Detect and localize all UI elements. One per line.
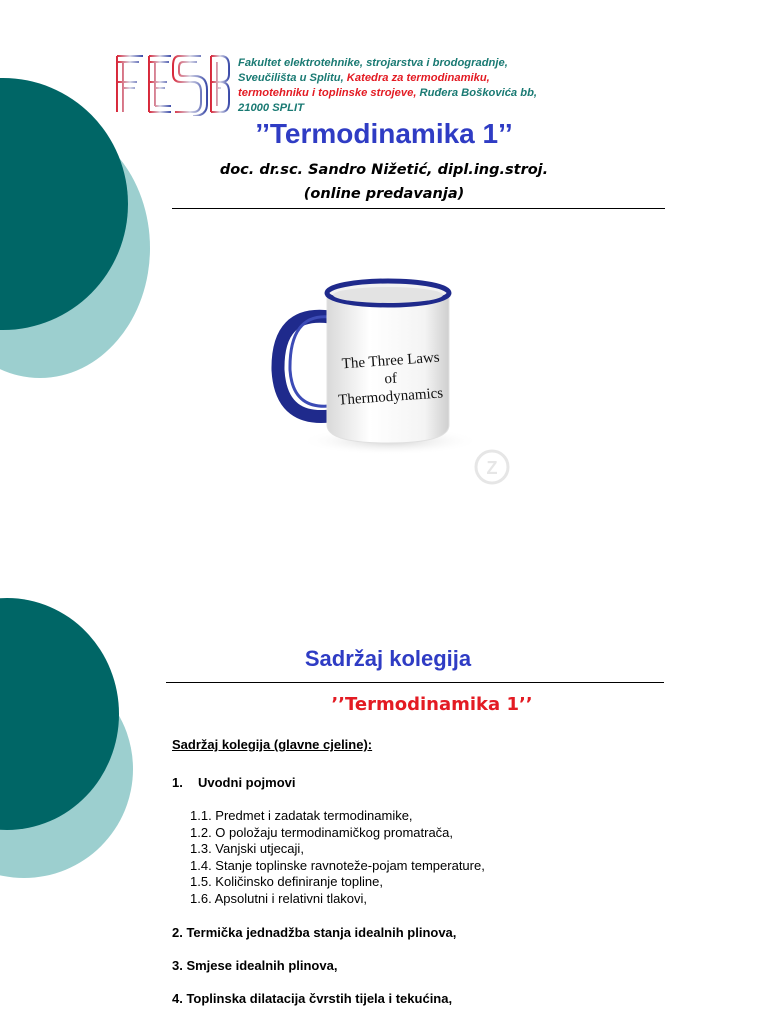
section-4: 4. Toplinska dilatacija čvrstih tijela i tekućina, (172, 990, 453, 1006)
section-2: 2. Termička jednadžba stanja idealnih plinova, (172, 924, 457, 940)
course-contents (172, 737, 732, 1007)
section-3: 3. Smjese idealnih plinova, (172, 957, 338, 973)
list-item: 1.6. Apsolutni i relativni tlakovi, (190, 890, 368, 906)
slide-title: Sadržaj kolegija (304, 646, 472, 671)
list-item: 1.2. O položaju termodinamičkog promatrača, (190, 824, 454, 840)
divider-line (166, 682, 664, 683)
slide-title: ’’Termodinamika 1’’ (255, 118, 513, 149)
list-item: 1.1. Predmet i zadatak termodinamike, (190, 808, 413, 823)
list-item: 1.3. Vanjski utjecaji, (190, 841, 304, 857)
mug-text-line2: of (383, 370, 398, 388)
institution-department: Katedra za termodinamiku, termotehniku i toplinske strojeve, (238, 72, 490, 99)
section-1 (172, 775, 732, 791)
contents-slide (0, 590, 768, 1024)
author-name: doc. dr.sc. Sandro Nižetić, dipl.ing.stroj. (219, 162, 549, 178)
mug-text-line3: Thermodynamics (337, 385, 444, 409)
fesb-logo (113, 52, 231, 116)
lecture-mode: (online predavanja) (303, 186, 465, 202)
institution-info (238, 56, 538, 116)
institution-faculty: Fakultet elektrotehnike, strojarstva i brodogradnje, Sveučilišta u Splitu, (238, 57, 508, 84)
section-1-title: Uvodni pojmovi (198, 775, 296, 790)
list-item: 1.4. Stanje toplinske ravnoteže-pojam temperature, (190, 857, 485, 873)
contents-heading: Sadržaj kolegija (glavne cjeline): (172, 737, 373, 752)
list-item: 1.5. Količinsko definiranje topline, (190, 874, 383, 890)
mug-image (255, 265, 525, 495)
institution-address: Ruđera Boškovića bb, 21000 SPLIT (238, 87, 538, 114)
section-1-number: 1. (172, 775, 183, 790)
watermark-icon: Z (486, 458, 498, 478)
course-subtitle: ’’Termodinamika 1’’ (331, 694, 533, 715)
divider-line (172, 208, 665, 209)
mug-text-line1: The Three Laws (341, 349, 441, 373)
